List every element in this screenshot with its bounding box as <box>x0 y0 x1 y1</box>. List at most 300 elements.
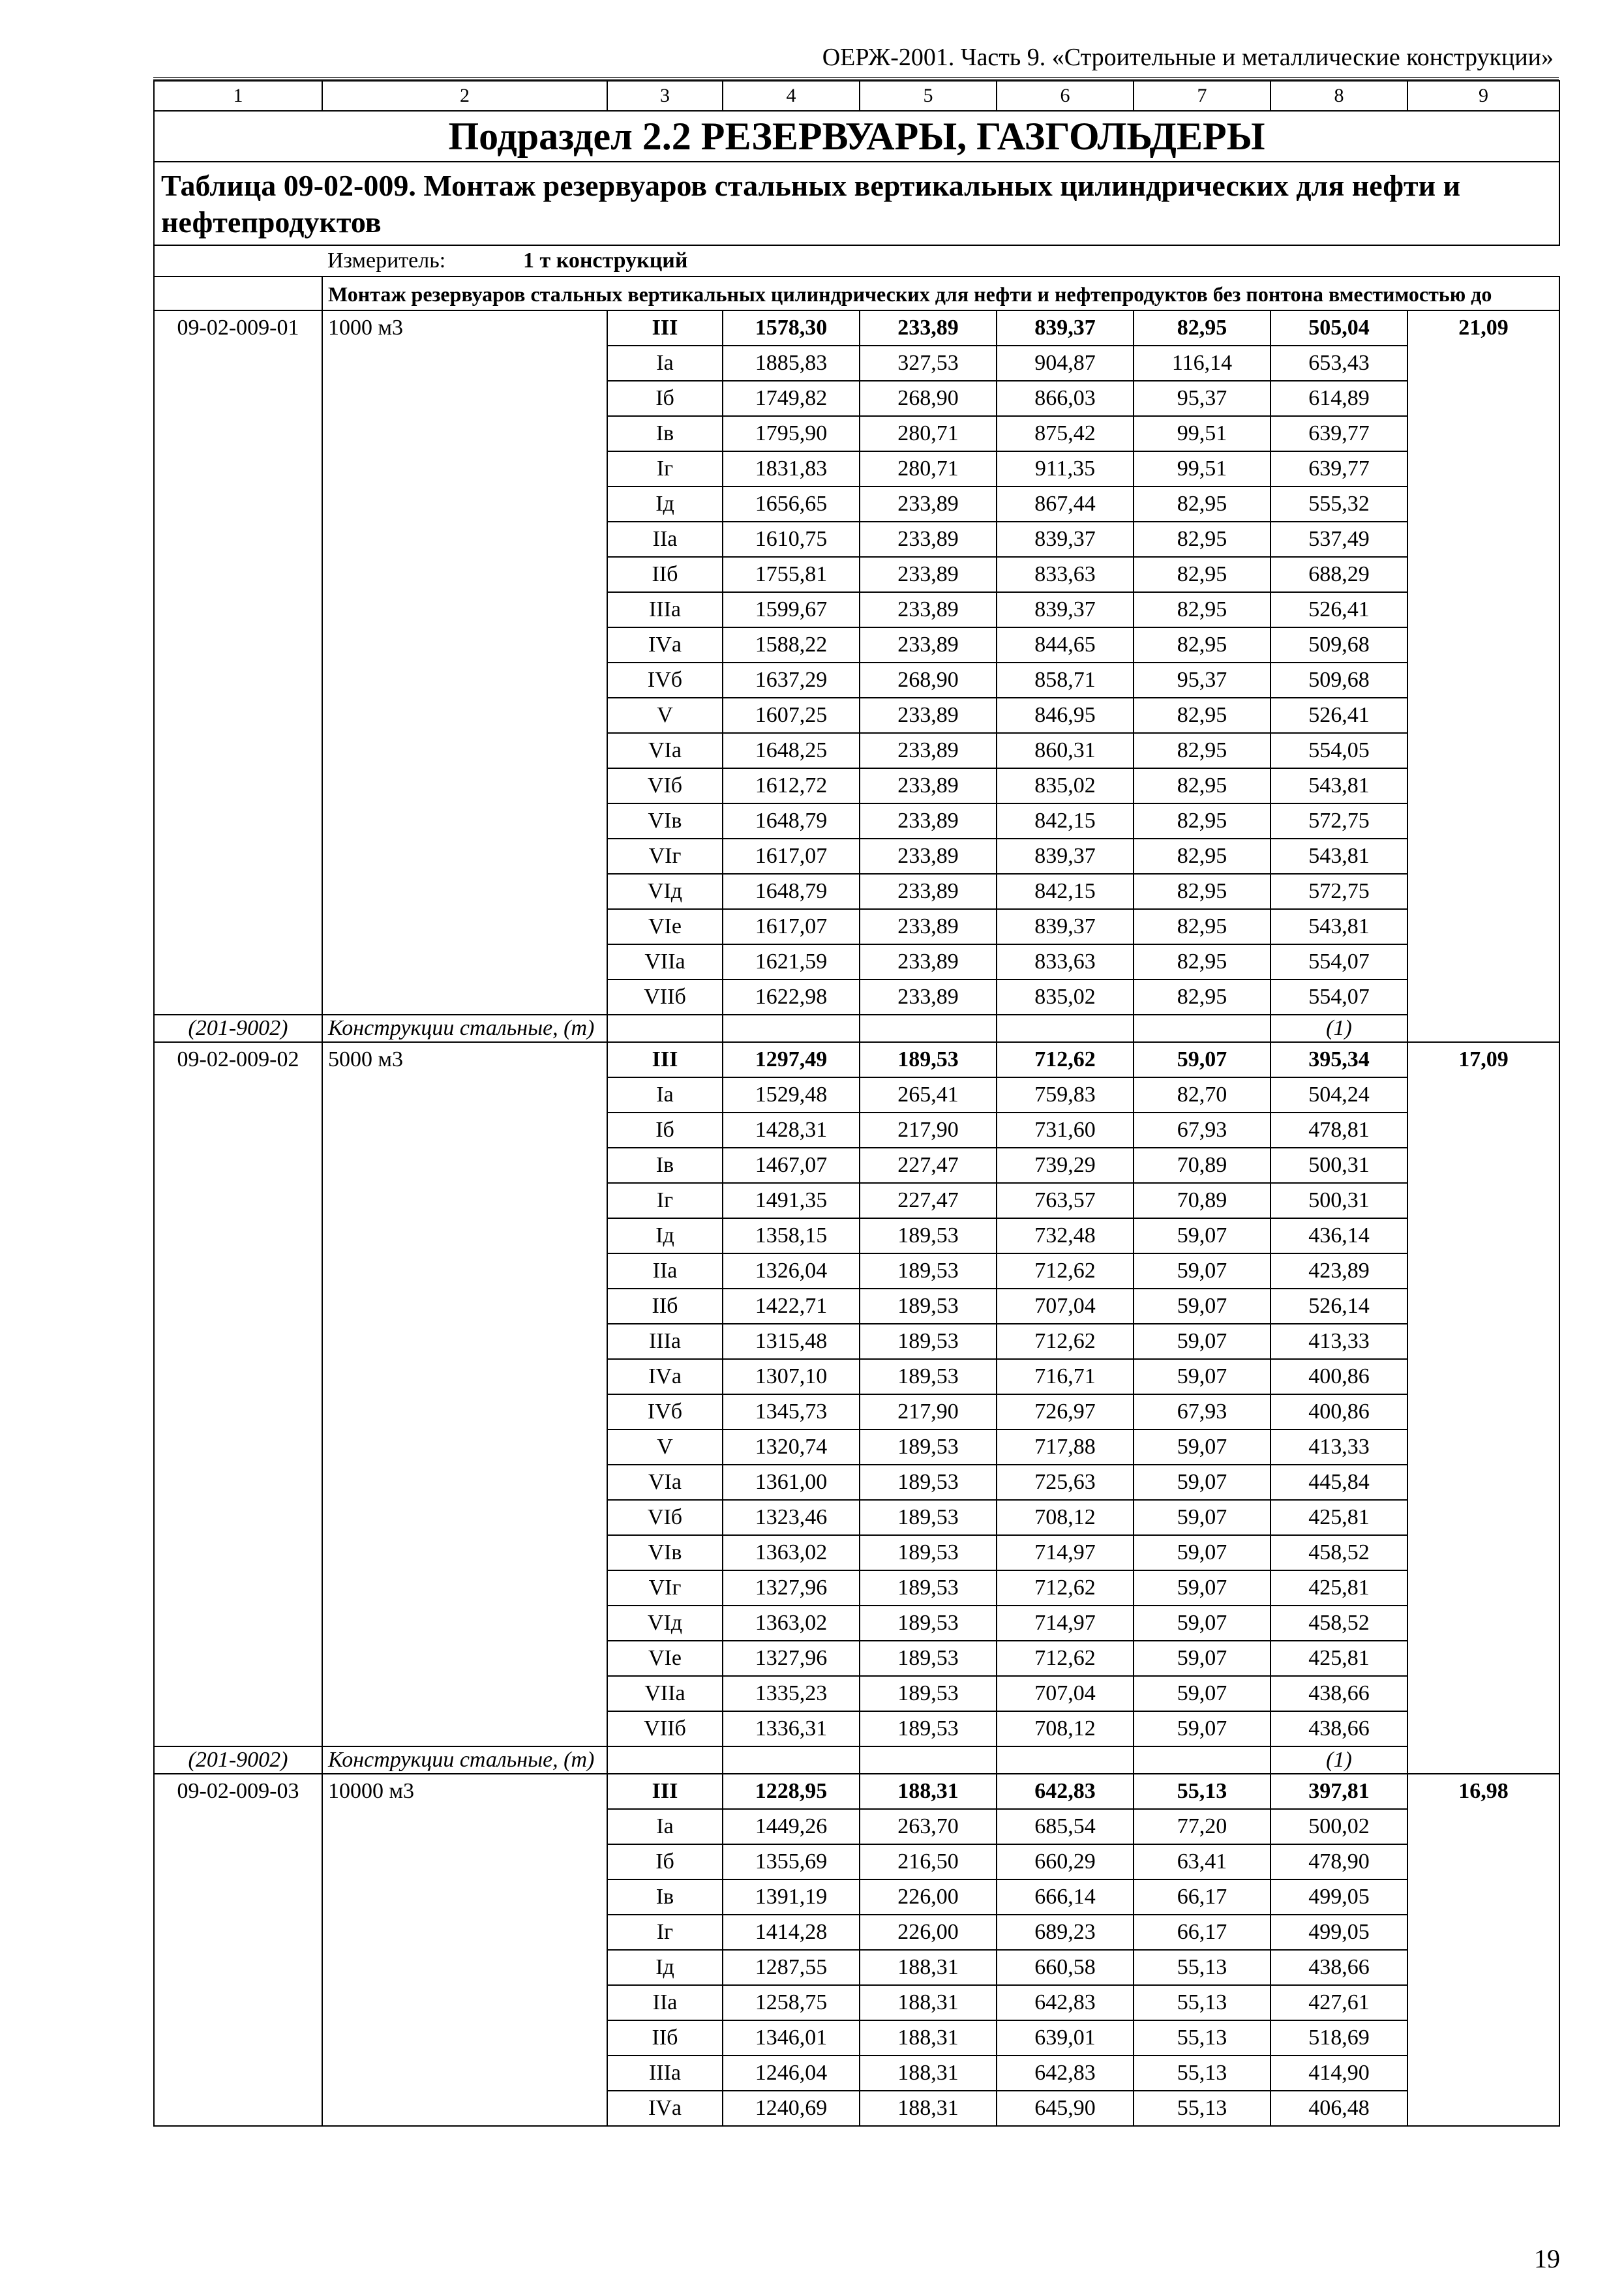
value-cell: 59,07 <box>1134 1535 1271 1570</box>
value-cell: 688,29 <box>1271 557 1407 592</box>
value-cell: 1327,96 <box>723 1641 860 1676</box>
value-cell: 1449,26 <box>723 1809 860 1844</box>
zone-cell: VIв <box>607 803 723 839</box>
value-cell: 1258,75 <box>723 1985 860 2020</box>
zone-cell: VIе <box>607 1641 723 1676</box>
zone-cell: IIб <box>607 557 723 592</box>
value-cell: 263,70 <box>860 1809 997 1844</box>
empty-cell <box>1134 1746 1271 1774</box>
value-cell: 400,86 <box>1271 1359 1407 1394</box>
value-cell: 188,31 <box>860 2020 997 2056</box>
value-cell: 1617,07 <box>723 839 860 874</box>
value-cell: 543,81 <box>1271 839 1407 874</box>
value-cell: 860,31 <box>997 733 1134 768</box>
zone-cell: VIв <box>607 1535 723 1570</box>
value-cell: 227,47 <box>860 1183 997 1218</box>
value-cell: 478,90 <box>1271 1844 1407 1879</box>
column-number: 2 <box>322 81 607 111</box>
value-cell: 227,47 <box>860 1148 997 1183</box>
value-cell: 572,75 <box>1271 803 1407 839</box>
value-cell: 226,00 <box>860 1915 997 1950</box>
value-cell: 689,23 <box>997 1915 1134 1950</box>
value-cell: 543,81 <box>1271 768 1407 803</box>
value-cell: 55,13 <box>1134 1774 1271 1809</box>
value-cell: 639,77 <box>1271 451 1407 486</box>
value-cell: 414,90 <box>1271 2056 1407 2091</box>
value-cell: 189,53 <box>860 1500 997 1535</box>
value-cell: 458,52 <box>1271 1606 1407 1641</box>
value-cell: 82,95 <box>1134 310 1271 346</box>
value-cell: 554,05 <box>1271 733 1407 768</box>
measure-value: 1 т конструкций <box>523 248 688 273</box>
column-number: 6 <box>997 81 1134 111</box>
value-cell: 423,89 <box>1271 1253 1407 1289</box>
material-row <box>154 1015 1559 1042</box>
value-cell: 666,14 <box>997 1879 1134 1915</box>
zone-cell: VIIа <box>607 944 723 980</box>
value-cell: 660,58 <box>997 1950 1134 1985</box>
empty-cell <box>1134 1015 1271 1042</box>
value-cell: 509,68 <box>1271 627 1407 663</box>
value-cell: 189,53 <box>860 1676 997 1711</box>
zone-cell: VIг <box>607 1570 723 1606</box>
value-cell: 1345,73 <box>723 1394 860 1429</box>
zone-cell: VIг <box>607 839 723 874</box>
value-cell: 55,13 <box>1134 1950 1271 1985</box>
value-cell: 1622,98 <box>723 980 860 1015</box>
zone-cell: IIб <box>607 1289 723 1324</box>
value-cell: 1363,02 <box>723 1606 860 1641</box>
value-cell: 839,37 <box>997 839 1134 874</box>
value-cell: 82,70 <box>1134 1077 1271 1113</box>
value-cell: 554,07 <box>1271 980 1407 1015</box>
value-cell: 867,44 <box>997 486 1134 522</box>
zone-cell: IIа <box>607 522 723 557</box>
column-number: 3 <box>607 81 723 111</box>
value-cell: 1749,82 <box>723 381 860 416</box>
value-cell: 1297,49 <box>723 1042 860 1077</box>
zone-cell: Iб <box>607 1844 723 1879</box>
value-cell: 1335,23 <box>723 1676 860 1711</box>
value-cell: 839,37 <box>997 310 1134 346</box>
value-cell: 1621,59 <box>723 944 860 980</box>
zone-cell: Iа <box>607 346 723 381</box>
value-cell: 82,95 <box>1134 839 1271 874</box>
value-cell: 731,60 <box>997 1113 1134 1148</box>
value-cell: 1491,35 <box>723 1183 860 1218</box>
value-cell: 395,34 <box>1271 1042 1407 1077</box>
zone-cell: IIIа <box>607 1324 723 1359</box>
value-cell: 707,04 <box>997 1676 1134 1711</box>
value-cell: 188,31 <box>860 1774 997 1809</box>
labor-cell: 21,09 <box>1407 310 1559 1042</box>
zone-cell: Iа <box>607 1809 723 1844</box>
value-cell: 839,37 <box>997 909 1134 944</box>
value-cell: 82,95 <box>1134 909 1271 944</box>
value-cell: 518,69 <box>1271 2020 1407 2056</box>
value-cell: 554,07 <box>1271 944 1407 980</box>
value-cell: 189,53 <box>860 1324 997 1359</box>
zone-cell: VIIб <box>607 1711 723 1746</box>
value-cell: 839,37 <box>997 522 1134 557</box>
value-cell: 82,95 <box>1134 698 1271 733</box>
value-cell: 1363,02 <box>723 1535 860 1570</box>
value-cell: 1422,71 <box>723 1289 860 1324</box>
value-cell: 82,95 <box>1134 486 1271 522</box>
value-cell: 67,93 <box>1134 1113 1271 1148</box>
value-cell: 82,95 <box>1134 768 1271 803</box>
value-cell: 572,75 <box>1271 874 1407 909</box>
value-cell: 217,90 <box>860 1113 997 1148</box>
value-cell: 866,03 <box>997 381 1134 416</box>
group-description-row <box>154 277 1559 310</box>
empty-cell <box>997 1746 1134 1774</box>
empty-cell <box>860 1746 997 1774</box>
value-cell: 427,61 <box>1271 1985 1407 2020</box>
value-cell: 499,05 <box>1271 1915 1407 1950</box>
value-cell: 716,71 <box>997 1359 1134 1394</box>
value-cell: 500,31 <box>1271 1183 1407 1218</box>
value-cell: 233,89 <box>860 557 997 592</box>
value-cell: 1648,79 <box>723 874 860 909</box>
value-cell: 833,63 <box>997 557 1134 592</box>
zone-cell: VIе <box>607 909 723 944</box>
value-cell: 763,57 <box>997 1183 1134 1218</box>
rate-name: 10000 м3 <box>322 1774 607 2126</box>
value-cell: 99,51 <box>1134 416 1271 451</box>
value-cell: 233,89 <box>860 698 997 733</box>
value-cell: 712,62 <box>997 1570 1134 1606</box>
empty-cell <box>607 1015 723 1042</box>
material-name: Конструкции стальные, (т) <box>322 1746 607 1774</box>
value-cell: 189,53 <box>860 1359 997 1394</box>
zone-cell: VIIа <box>607 1676 723 1711</box>
table-row <box>154 1042 1559 1077</box>
zone-cell: Iг <box>607 1183 723 1218</box>
zone-cell: IVа <box>607 2091 723 2126</box>
zone-cell: Iг <box>607 451 723 486</box>
value-cell: 59,07 <box>1134 1289 1271 1324</box>
value-cell: 712,62 <box>997 1253 1134 1289</box>
value-cell: 1755,81 <box>723 557 860 592</box>
value-cell: 1795,90 <box>723 416 860 451</box>
value-cell: 1656,65 <box>723 486 860 522</box>
value-cell: 526,41 <box>1271 592 1407 627</box>
value-cell: 233,89 <box>860 627 997 663</box>
document-header <box>153 38 1559 80</box>
value-cell: 425,81 <box>1271 1641 1407 1676</box>
value-cell: 707,04 <box>997 1289 1134 1324</box>
value-cell: 77,20 <box>1134 1809 1271 1844</box>
material-quantity: (1) <box>1271 1746 1407 1774</box>
value-cell: 438,66 <box>1271 1711 1407 1746</box>
value-cell: 1323,46 <box>723 1500 860 1535</box>
value-cell: 268,90 <box>860 381 997 416</box>
value-cell: 233,89 <box>860 592 997 627</box>
rate-name: 1000 м3 <box>322 310 607 1015</box>
value-cell: 839,37 <box>997 592 1134 627</box>
value-cell: 425,81 <box>1271 1500 1407 1535</box>
value-cell: 645,90 <box>997 2091 1134 2126</box>
value-cell: 413,33 <box>1271 1324 1407 1359</box>
value-cell: 1648,79 <box>723 803 860 839</box>
zone-cell: IIIа <box>607 2056 723 2091</box>
value-cell: 66,17 <box>1134 1915 1271 1950</box>
value-cell: 478,81 <box>1271 1113 1407 1148</box>
value-cell: 500,31 <box>1271 1148 1407 1183</box>
value-cell: 233,89 <box>860 874 997 909</box>
value-cell: 1246,04 <box>723 2056 860 2091</box>
value-cell: 82,95 <box>1134 803 1271 839</box>
value-cell: 82,95 <box>1134 944 1271 980</box>
value-cell: 717,88 <box>997 1429 1134 1465</box>
measure-label: Измеритель: <box>327 248 446 273</box>
value-cell: 458,52 <box>1271 1535 1407 1570</box>
value-cell: 438,66 <box>1271 1950 1407 1985</box>
value-cell: 1327,96 <box>723 1570 860 1606</box>
measure-spacer <box>154 245 322 277</box>
zone-cell: IIа <box>607 1985 723 2020</box>
value-cell: 280,71 <box>860 451 997 486</box>
value-cell: 642,83 <box>997 1985 1134 2020</box>
value-cell: 189,53 <box>860 1641 997 1676</box>
value-cell: 639,01 <box>997 2020 1134 2056</box>
value-cell: 413,33 <box>1271 1429 1407 1465</box>
value-cell: 82,95 <box>1134 980 1271 1015</box>
empty-cell <box>723 1746 860 1774</box>
value-cell: 82,95 <box>1134 557 1271 592</box>
table-row <box>154 1774 1559 1809</box>
value-cell: 1648,25 <box>723 733 860 768</box>
zone-cell: Iб <box>607 381 723 416</box>
subsection-title: Подраздел 2.2 РЕЗЕРВУАРЫ, ГАЗГОЛЬДЕРЫ <box>154 111 1559 162</box>
value-cell: 82,95 <box>1134 733 1271 768</box>
value-cell: 59,07 <box>1134 1606 1271 1641</box>
value-cell: 188,31 <box>860 1950 997 1985</box>
empty-cell <box>723 1015 860 1042</box>
value-cell: 1467,07 <box>723 1148 860 1183</box>
value-cell: 189,53 <box>860 1429 997 1465</box>
value-cell: 59,07 <box>1134 1570 1271 1606</box>
zone-cell: Iд <box>607 1950 723 1985</box>
value-cell: 509,68 <box>1271 663 1407 698</box>
zone-cell: IVб <box>607 663 723 698</box>
zone-cell: V <box>607 698 723 733</box>
value-cell: 189,53 <box>860 1218 997 1253</box>
value-cell: 1885,83 <box>723 346 860 381</box>
value-cell: 233,89 <box>860 839 997 874</box>
zone-cell: Iа <box>607 1077 723 1113</box>
value-cell: 1326,04 <box>723 1253 860 1289</box>
value-cell: 499,05 <box>1271 1879 1407 1915</box>
value-cell: 59,07 <box>1134 1359 1271 1394</box>
zone-cell: VIб <box>607 1500 723 1535</box>
value-cell: 685,54 <box>997 1809 1134 1844</box>
value-cell: 639,77 <box>1271 416 1407 451</box>
value-cell: 1599,67 <box>723 592 860 627</box>
value-cell: 55,13 <box>1134 1985 1271 2020</box>
value-cell: 233,89 <box>860 944 997 980</box>
value-cell: 911,35 <box>997 451 1134 486</box>
value-cell: 732,48 <box>997 1218 1134 1253</box>
zone-cell: VIб <box>607 768 723 803</box>
value-cell: 233,89 <box>860 733 997 768</box>
value-cell: 425,81 <box>1271 1570 1407 1606</box>
value-cell: 59,07 <box>1134 1042 1271 1077</box>
value-cell: 1228,95 <box>723 1774 860 1809</box>
value-cell: 844,65 <box>997 627 1134 663</box>
value-cell: 55,13 <box>1134 2020 1271 2056</box>
value-cell: 233,89 <box>860 909 997 944</box>
value-cell: 714,97 <box>997 1535 1134 1570</box>
material-name: Конструкции стальные, (т) <box>322 1015 607 1042</box>
value-cell: 537,49 <box>1271 522 1407 557</box>
value-cell: 712,62 <box>997 1324 1134 1359</box>
value-cell: 500,02 <box>1271 1809 1407 1844</box>
value-cell: 653,43 <box>1271 346 1407 381</box>
value-cell: 739,29 <box>997 1148 1134 1183</box>
value-cell: 875,42 <box>997 416 1134 451</box>
value-cell: 842,15 <box>997 874 1134 909</box>
value-cell: 714,97 <box>997 1606 1134 1641</box>
value-cell: 614,89 <box>1271 381 1407 416</box>
material-code: (201-9002) <box>154 1746 322 1774</box>
zone-cell: VIд <box>607 1606 723 1641</box>
value-cell: 216,50 <box>860 1844 997 1879</box>
value-cell: 642,83 <box>997 1774 1134 1809</box>
value-cell: 189,53 <box>860 1606 997 1641</box>
value-cell: 1287,55 <box>723 1950 860 1985</box>
column-number: 5 <box>860 81 997 111</box>
value-cell: 526,41 <box>1271 698 1407 733</box>
value-cell: 835,02 <box>997 768 1134 803</box>
zone-cell: IVб <box>607 1394 723 1429</box>
labor-cell: 17,09 <box>1407 1042 1559 1774</box>
value-cell: 82,95 <box>1134 874 1271 909</box>
zone-cell: V <box>607 1429 723 1465</box>
value-cell: 189,53 <box>860 1535 997 1570</box>
zone-cell: Iб <box>607 1113 723 1148</box>
value-cell: 1529,48 <box>723 1077 860 1113</box>
value-cell: 1831,83 <box>723 451 860 486</box>
zone-cell: Iд <box>607 486 723 522</box>
rates-table <box>153 80 1560 2127</box>
zone-cell: IIб <box>607 2020 723 2056</box>
value-cell: 189,53 <box>860 1289 997 1324</box>
value-cell: 59,07 <box>1134 1429 1271 1465</box>
value-cell: 67,93 <box>1134 1394 1271 1429</box>
zone-cell: VIIб <box>607 980 723 1015</box>
value-cell: 406,48 <box>1271 2091 1407 2126</box>
value-cell: 233,89 <box>860 522 997 557</box>
value-cell: 265,41 <box>860 1077 997 1113</box>
value-cell: 1391,19 <box>723 1879 860 1915</box>
value-cell: 189,53 <box>860 1042 997 1077</box>
value-cell: 59,07 <box>1134 1218 1271 1253</box>
value-cell: 712,62 <box>997 1042 1134 1077</box>
value-cell: 189,53 <box>860 1465 997 1500</box>
zone-cell: III <box>607 1042 723 1077</box>
value-cell: 82,95 <box>1134 627 1271 663</box>
zone-cell: VIа <box>607 1465 723 1500</box>
value-cell: 1336,31 <box>723 1711 860 1746</box>
value-cell: 66,17 <box>1134 1879 1271 1915</box>
column-number-row <box>154 81 1559 111</box>
value-cell: 59,07 <box>1134 1253 1271 1289</box>
zone-cell: IIIа <box>607 592 723 627</box>
value-cell: 70,89 <box>1134 1183 1271 1218</box>
value-cell: 55,13 <box>1134 2056 1271 2091</box>
value-cell: 1240,69 <box>723 2091 860 2126</box>
value-cell: 268,90 <box>860 663 997 698</box>
zone-cell: VIа <box>607 733 723 768</box>
value-cell: 1637,29 <box>723 663 860 698</box>
value-cell: 1320,74 <box>723 1429 860 1465</box>
column-number: 8 <box>1271 81 1407 111</box>
value-cell: 726,97 <box>997 1394 1134 1429</box>
value-cell: 188,31 <box>860 1985 997 2020</box>
value-cell: 233,89 <box>860 980 997 1015</box>
table-title: Таблица 09-02-009. Монтаж резервуаров стальных вертикальных цилиндрических для нефти и нефтепродуктов <box>154 162 1559 245</box>
value-cell: 504,24 <box>1271 1077 1407 1113</box>
value-cell: 1588,22 <box>723 627 860 663</box>
material-row <box>154 1746 1559 1774</box>
value-cell: 400,86 <box>1271 1394 1407 1429</box>
value-cell: 226,00 <box>860 1879 997 1915</box>
value-cell: 759,83 <box>997 1077 1134 1113</box>
zone-cell: VIд <box>607 874 723 909</box>
value-cell: 55,13 <box>1134 2091 1271 2126</box>
value-cell: 99,51 <box>1134 451 1271 486</box>
value-cell: 526,14 <box>1271 1289 1407 1324</box>
material-quantity: (1) <box>1271 1015 1407 1042</box>
value-cell: 397,81 <box>1271 1774 1407 1809</box>
material-code: (201-9002) <box>154 1015 322 1042</box>
document-header-text: ОЕРЖ-2001. Часть 9. «Строительные и металлические конструкции» <box>822 44 1554 71</box>
zone-cell: IVа <box>607 627 723 663</box>
value-cell: 116,14 <box>1134 346 1271 381</box>
value-cell: 445,84 <box>1271 1465 1407 1500</box>
value-cell: 189,53 <box>860 1253 997 1289</box>
zone-cell: Iв <box>607 1879 723 1915</box>
column-number: 4 <box>723 81 860 111</box>
value-cell: 1355,69 <box>723 1844 860 1879</box>
zone-cell: Iв <box>607 1148 723 1183</box>
zone-cell: III <box>607 310 723 346</box>
subsection-row <box>154 111 1559 162</box>
value-cell: 233,89 <box>860 768 997 803</box>
value-cell: 1617,07 <box>723 909 860 944</box>
value-cell: 1346,01 <box>723 2020 860 2056</box>
value-cell: 858,71 <box>997 663 1134 698</box>
value-cell: 1315,48 <box>723 1324 860 1359</box>
value-cell: 835,02 <box>997 980 1134 1015</box>
value-cell: 1307,10 <box>723 1359 860 1394</box>
value-cell: 505,04 <box>1271 310 1407 346</box>
value-cell: 1612,72 <box>723 768 860 803</box>
column-number: 9 <box>1407 81 1559 111</box>
measure-cell <box>322 245 1559 277</box>
zone-cell: Iв <box>607 416 723 451</box>
column-number: 7 <box>1134 81 1271 111</box>
table-title-row <box>154 162 1559 245</box>
value-cell: 660,29 <box>997 1844 1134 1879</box>
table-row <box>154 310 1559 346</box>
value-cell: 59,07 <box>1134 1324 1271 1359</box>
value-cell: 95,37 <box>1134 381 1271 416</box>
value-cell: 189,53 <box>860 1711 997 1746</box>
column-number: 1 <box>154 81 322 111</box>
